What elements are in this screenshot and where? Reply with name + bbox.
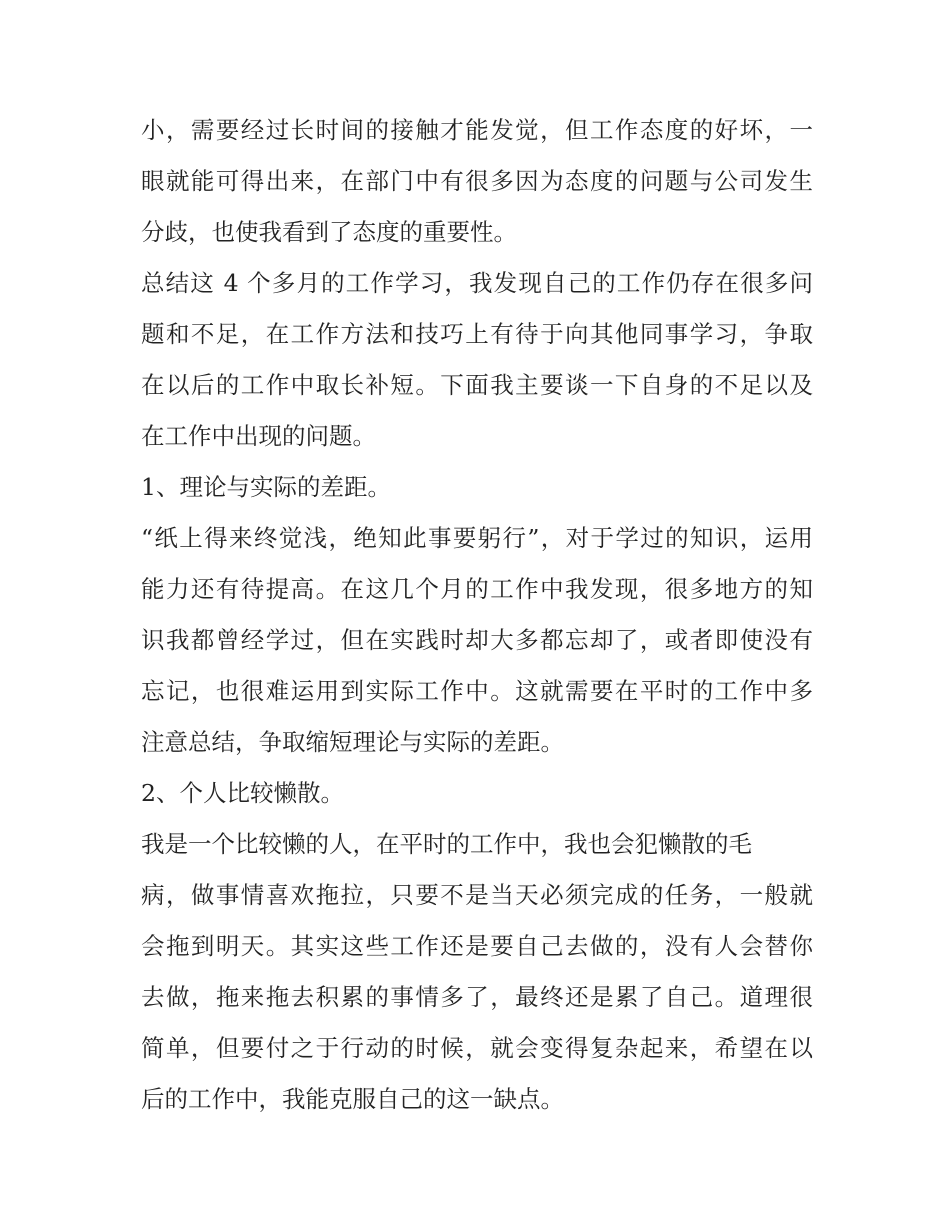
- text-line: 在工作中出现的问题。: [141, 422, 376, 450]
- section-heading: 1、理论与实际的差距。: [141, 473, 391, 501]
- text-line: 分歧，也使我看到了态度的重要性。: [141, 218, 517, 246]
- text-line: 小，需要经过长时间的接触才能发觉，但工作态度的好坏，一: [141, 116, 813, 144]
- text-line: 识我都曾经学过，但在实践时却大多都忘却了，或者即使没有: [141, 626, 813, 654]
- text-line: 能力还有待提高。在这几个月的工作中我发现，很多地方的知: [141, 575, 813, 603]
- text-line: 眼就能可得出来，在部门中有很多因为态度的问题与公司发生: [141, 167, 813, 195]
- text-line: 后的工作中，我能克服自己的这一缺点。: [141, 1085, 564, 1113]
- text-line: 忘记，也很难运用到实际工作中。这就需要在平时的工作中多: [141, 677, 813, 705]
- text-line: “纸上得来终觉浅，绝知此事要躬行”，对于学过的知识，运用: [141, 524, 813, 552]
- text-line: 注意总结，争取缩短理论与实际的差距。: [141, 728, 564, 756]
- section-heading: 2、个人比较懒散。: [141, 779, 344, 807]
- text-line: 在以后的工作中取长补短。下面我主要谈一下自身的不足以及: [141, 371, 813, 399]
- text-line: 病，做事情喜欢拖拉，只要不是当天必须完成的任务，一般就: [141, 881, 813, 909]
- document-body: [141, 105, 813, 1125]
- text-line: 总结这 4 个多月的工作学习，我发现自己的工作仍存在很多问: [141, 269, 813, 297]
- text-line: 题和不足，在工作方法和技巧上有待于向其他同事学习，争取: [141, 320, 813, 348]
- text-line: 会拖到明天。其实这些工作还是要自己去做的，没有人会替你: [141, 932, 813, 960]
- text-line: 去做，拖来拖去积累的事情多了，最终还是累了自己。道理很: [141, 983, 813, 1011]
- text-line: 我是一个比较懒的人，在平时的工作中，我也会犯懒散的毛: [141, 830, 752, 858]
- text-line: 简单，但要付之于行动的时候，就会变得复杂起来，希望在以: [141, 1034, 813, 1062]
